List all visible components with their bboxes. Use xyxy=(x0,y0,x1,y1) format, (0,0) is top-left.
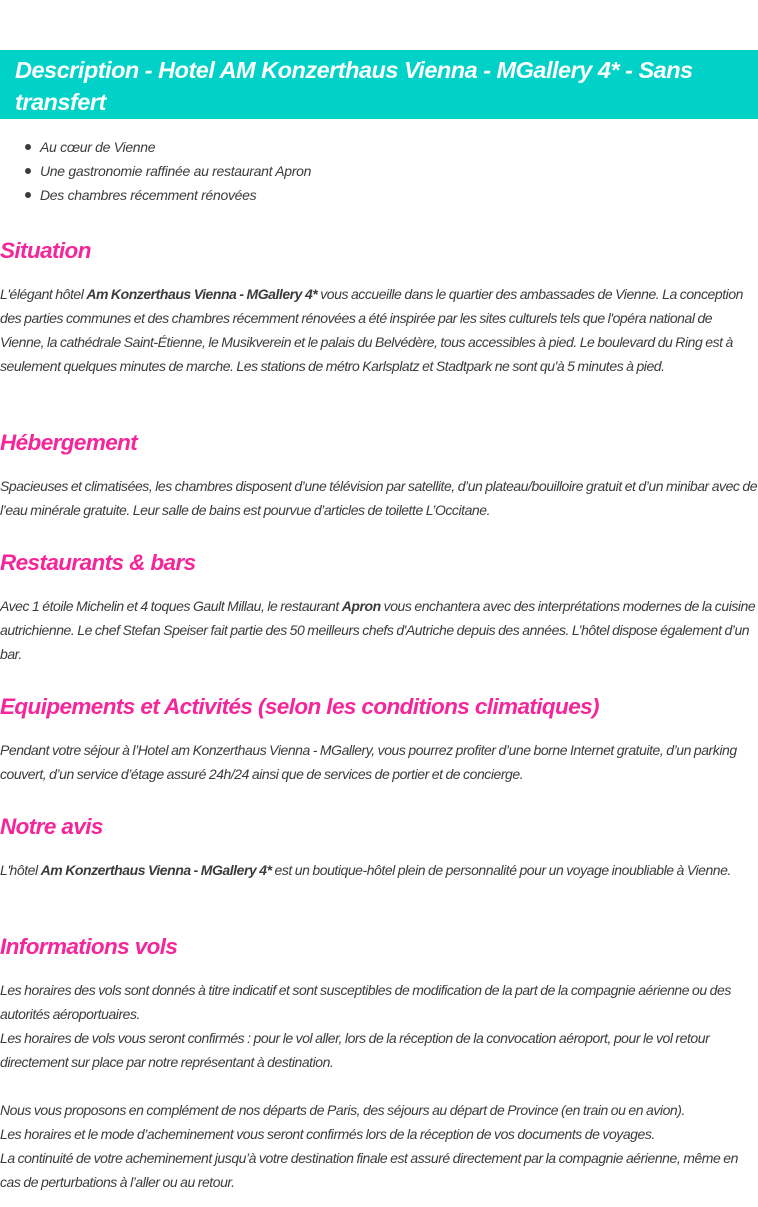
section-avis xyxy=(0,812,758,882)
restaurant-name: Apron xyxy=(341,598,381,614)
highlight-item: Des chambres récemment rénovées xyxy=(0,183,311,207)
bullet-icon xyxy=(25,144,31,150)
section-equipements xyxy=(0,692,758,786)
section-situation xyxy=(0,236,758,378)
section-heading: Restaurants & bars xyxy=(0,550,196,575)
section-text: La continuité de votre acheminement jusqu’à votre destination finale est assuré directement par la compagnie aérienne, même en cas de perturbations à l’aller ou au retour. xyxy=(0,1150,738,1190)
section-text: L'hôtel Am Konzerthaus Vienna - MGallery 4* est un boutique-hôtel plein de personnalité pour un voyage inoubliable à Vienne. xyxy=(0,862,731,878)
section-vols xyxy=(0,932,758,1194)
section-text: Les horaires de vols vous seront confirmés : pour le vol aller, lors de la réception de la convocation aéroport, pour le vol retour directement sur place par notre représentant à destination. xyxy=(0,1030,710,1070)
bullet-icon xyxy=(25,192,31,198)
section-heading: Equipements et Activités (selon les conditions climatiques) xyxy=(0,694,599,719)
section-restaurants xyxy=(0,548,758,666)
highlight-item: Une gastronomie raffinée au restaurant Apron xyxy=(0,159,311,183)
section-heading: Informations vols xyxy=(0,934,178,959)
section-text: Pendant votre séjour à l’Hotel am Konzerthaus Vienna - MGallery, vous pourrez profiter d’une borne Internet gratuite, d’un parking couvert, d’un service d’étage assuré 24h/24 ainsi que de services de portier et de concierge. xyxy=(0,742,737,782)
bullet-icon xyxy=(25,168,31,174)
section-text: Avec 1 étoile Michelin et 4 toques Gault Millau, le restaurant Apron vous enchantera avec des interprétations modernes de la cuisine autrichienne. Le chef Stefan Speiser fait partie des 50 meilleurs chefs d'Autriche depuis des années. L’hôtel dispose également d’un bar. xyxy=(0,598,756,662)
section-text: Nous vous proposons en complément de nos départs de Paris, des séjours au départ de Province (en train ou en avion). xyxy=(0,1102,685,1118)
hotel-name: Am Konzerthaus Vienna - MGallery 4* xyxy=(86,286,318,302)
description-header xyxy=(0,50,758,119)
highlights-list xyxy=(0,135,311,207)
section-text: Spacieuses et climatisées, les chambres disposent d’une télévision par satellite, d’un plateau/bouilloire gratuit et d’un minibar avec de l’eau minérale gratuite. Leur salle de bains est pourvue d’articles de toilette L’Occitane. xyxy=(0,478,758,518)
section-heading: Situation xyxy=(0,238,91,263)
section-heading: Notre avis xyxy=(0,814,103,839)
section-text: Les horaires des vols sont donnés à titre indicatif et sont susceptibles de modification de la part de la compagnie aérienne ou des autorités aéroportuaires. xyxy=(0,982,731,1022)
highlight-item: Au cœur de Vienne xyxy=(0,135,311,159)
section-hebergement xyxy=(0,428,758,522)
section-heading: Hébergement xyxy=(0,430,138,455)
section-text: Les horaires et le mode d’acheminement vous seront confirmés lors de la réception de vos documents de voyages. xyxy=(0,1126,655,1142)
section-text: L'élégant hôtel Am Konzerthaus Vienna - MGallery 4* vous accueille dans le quartier des ambassades de Vienne. La conception des parties communes et des chambres récemment rénovées a été inspirée par les sites culturels tels que l'opéra national de Vienne, la cathédrale Saint-Étienne, le Musikverein et le palais du Belvédère, tous accessibles à pied. Le boulevard du Ring est à seulement quelques minutes de marche. Les stations de métro Karlsplatz et Stadtpark ne sont qu'à 5 minutes à pied. xyxy=(0,286,743,374)
hotel-name: Am Konzerthaus Vienna - MGallery 4* xyxy=(40,862,272,878)
page-title: Description - Hotel AM Konzerthaus Vienna - MGallery 4* - Sans transfert xyxy=(15,57,693,115)
